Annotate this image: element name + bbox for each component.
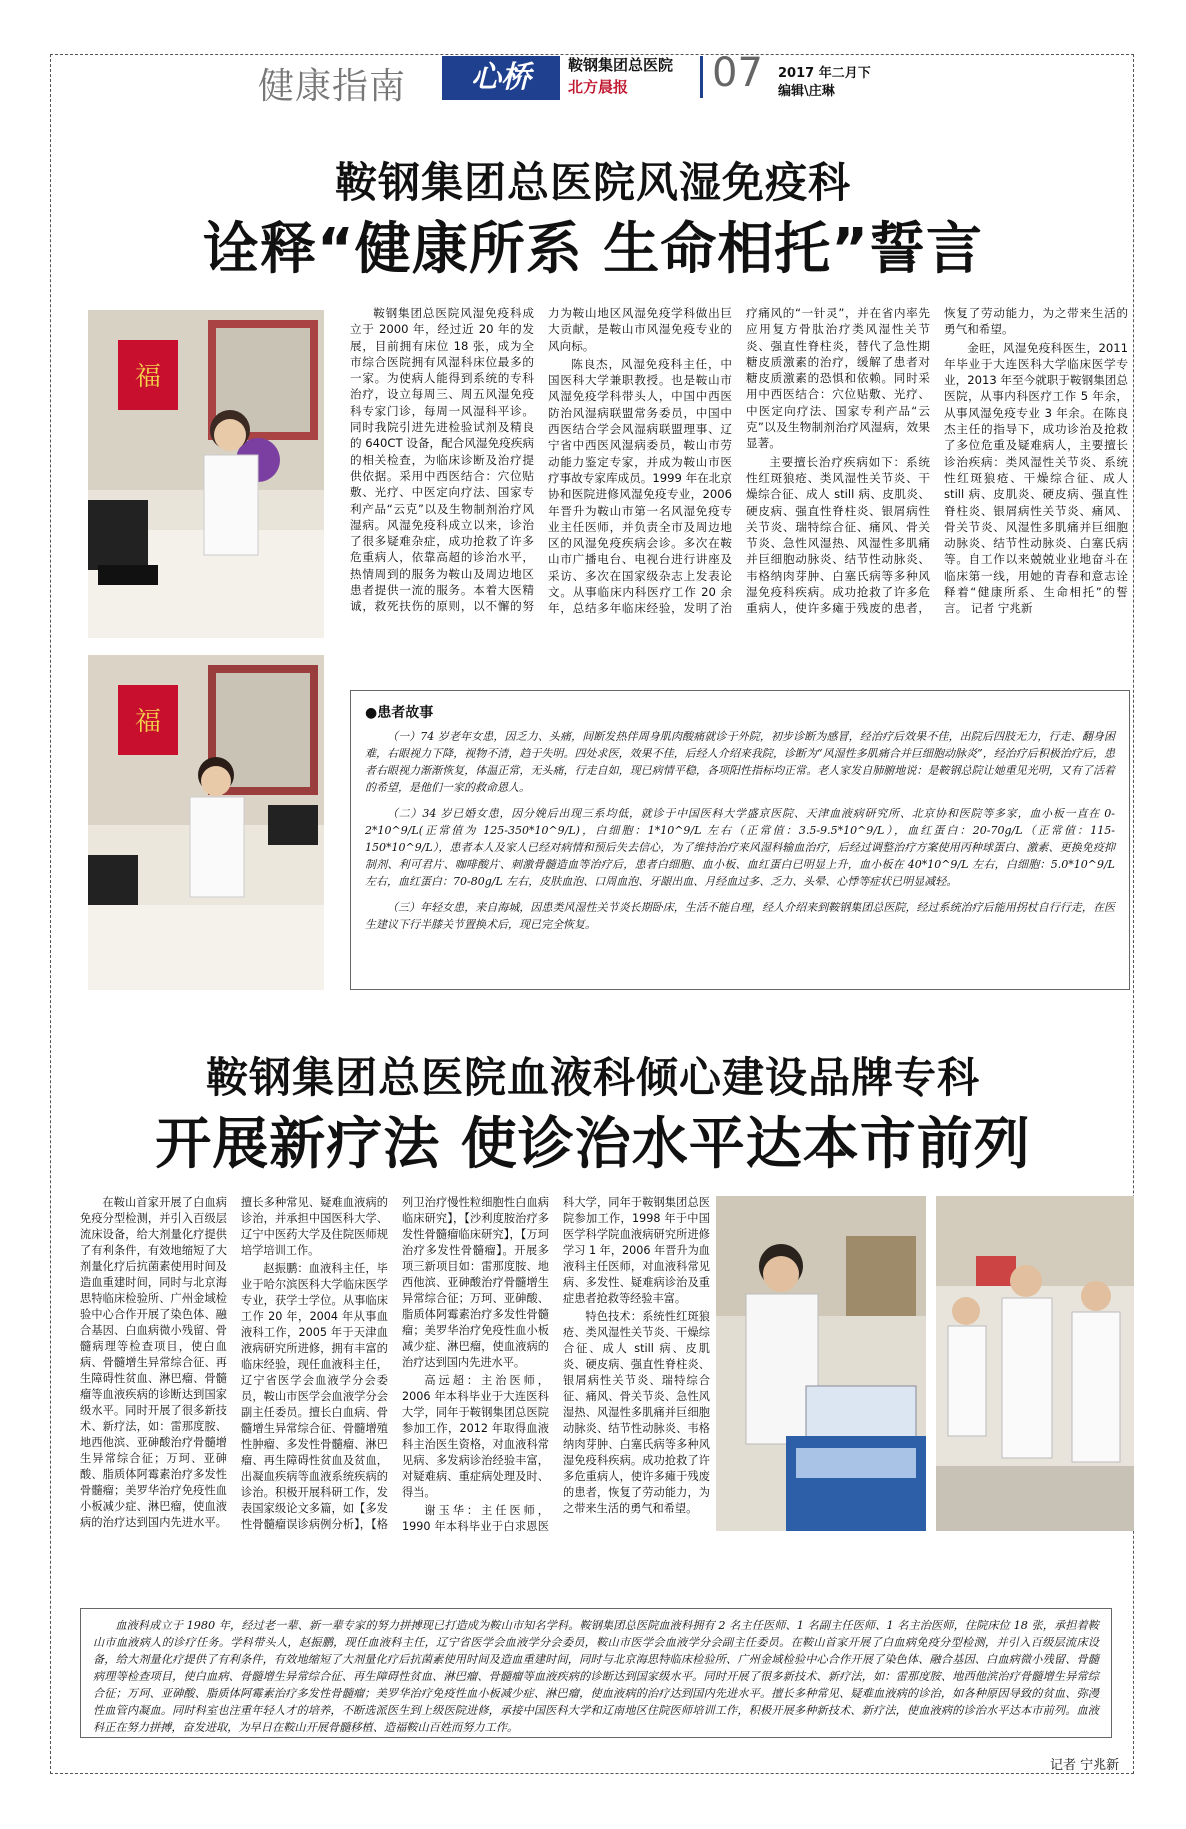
hospital-name: 鞍钢集团总医院	[568, 56, 674, 74]
reporter-credit: 记者 宁兆新	[1050, 1758, 1120, 1773]
header-divider	[700, 56, 703, 98]
svg-text:福: 福	[134, 707, 162, 737]
svg-text:福: 福	[134, 362, 162, 392]
page-number: 07	[712, 50, 763, 96]
article1-headline-1: 鞍钢集团总医院风湿免疫科	[334, 158, 851, 207]
photo-hematology-team	[936, 1196, 1134, 1531]
hematology-summary-text: 血液科成立于 1980 年，经过老一辈、新一辈专家的努力拼搏现已打造成为鞍山市知名学科。鞍钢集团总医院血液科拥有 2 名主任医师、1 名副主任医师、1 名主治医师，住院床位 18 张，承担着鞍山市血液病人的诊疗任务。学科带头人，赵振鹏，现任血液科主任，辽宁省医学会血液学分会委员，鞍山市医学会血液学分会副主任委员。在鞍山首家开展了白血病免疫分型检测，并引入百级层流床设备，给大剂量化疗提供了有利条件，有效地缩短了大剂量化疗后抗菌素使用时间及造血重建时间，同时与北京海思特临床检验所、广州金域检验中心合作开展了染色体、融合基因、白血病微小残留、骨髓病理等检查项目，使白血病、骨髓增生异常综合征、再生障碍性贫血、淋巴瘤、骨髓瘤等血液疾病的诊断达到国家级水平。同时开展了很多新技术、新疗法，如：雷那度胺、地西他滨治疗骨髓增生异常综合征；万珂、亚砷酸、脂质体阿霉素治疗多发性骨髓瘤；美罗华治疗免疫性血小板减少症、淋巴瘤，使血液病的治疗达到国内先进水平。擅长多种常见、疑难血液病的诊治，如各种原因导致的贫血、弥漫性血管内凝血。同时科室也注重年轻人才的培养，不断选派医生到上级医院进修，承接中国医科大学和辽南地区住院医师培训工作，积极开展多种新技术、新疗法，使血液病的诊治水平达本市前列。血液科正在努力拼搏，奋发进取，为早日在鞍山开展骨髓移植、造福鞍山百姓而努力工作。	[93, 1619, 1099, 1734]
patient-story-box	[350, 690, 1130, 990]
article1-body	[350, 305, 1128, 680]
patient-story-item: （二）34 岁已婚女患，因分娩后出现三系均低，就诊于中国医科大学盛京医院、天津血液病研究所、北京协和医院等多家，血小板一直在 0-2*10^9/L(正常值为 125-350*10^9/L)，白细胞：1*10^9/L 左右（正常值：3.5-9.5*10^9/L），血红蛋白：20-70g/L（正常值：115-150*10^9/L），患者本人及家人已经对病情和预后失去信心，为了维持治疗来风湿科输血治疗，后经过调整治疗方案使用丙种球蛋白、激素、更换免疫抑制剂、利可君片、咖啡酸片、刺激骨髓造血等治疗后，患者白细胞、血小板、血红蛋白已明显上升，血小板在 40*10^9/L 左右，白细胞：5.0*10^9/L 左右，血红蛋白：70-80g/L 左右，皮肤血泡、口周血泡、牙龈出血、月经血过多、乏力、头晕、心悸等症状已明显减轻。	[365, 807, 1115, 888]
section-title: 健康指南	[258, 66, 407, 107]
issue-date: 2017 年二月下	[778, 66, 871, 81]
article1-paragraph: 鞍钢集团总医院风湿免疫科成立于 2000 年，经过近 20 年的发展，目前拥有床位 18 张，成为全市综合医院拥有风湿科床位最多的一家。为使病人能得到系统的专科治疗，设立每周三、周五风湿免疫科专家门诊，每周一风湿科平诊。同时我院引进先进检验试剂及精良的 640CT 设备，配合风湿免疫疾病的相关检查，为临床诊断及治疗提供依据。采用中西医结合：穴位贴敷、光疗、中医定向疗法、国家专利产品“云克”以及生物制剂治疗风湿病。风湿免疫科成立以来，诊治了很多疑难杂症，成功抢救了许多危重病人，依靠高超的诊治水平，热情周到的服务为鞍山及周边地区患者提供一流的服务。本着大医精诚，救死扶伤的原则，以不懈的努力为鞍山地区风湿免疫学科做出巨大贡献，是鞍山市风湿免疫专业的风向标。	[350, 306, 732, 614]
article2-paragraph: 在鞍山首家开展了白血病免疫分型检测，并引入百级层流床设备，给大剂量化疗提供了有利条件，有效地缩短了大剂量化疗后抗菌素使用时间及造血重建时间，同时与北京海思特临床检验所、广州金域检验中心合作开展了染色体、融合基因、白血病微小残留、骨髓病理等检查项目，使白血病、骨髓增生异常综合征、再生障碍性贫血、淋巴瘤、骨髓瘤等血液疾病的诊断达到国家级水平。同时开展了很多新技术、新疗法，如：雷那度胺、地西他滨、亚砷酸治疗骨髓增生异常综合征；万珂、亚砷酸、脂质体阿霉素治疗多发性骨髓瘤；美罗华治疗免疫性血小板减少症、淋巴瘤，使血液病的治疗达到国内先进水平。擅长多种常见、疑难血液病的诊治，并承担中国医科大学、辽宁中医药大学及住院医师规培学培训工作。	[80, 1196, 388, 1529]
article1-paragraph: 金旺，风湿免疫科医生，2011 年毕业于大连医科大学临床医学专业，2013 年至今就职于鞍钢集团总医院，从事内科医疗工作 5 年余，从事风湿免疫专业 3 年余。在陈良杰主任的指导下，成功诊治及抢救了多位危重及疑难病人，主要擅长诊治疾病：类风湿性关节炎、系统性红斑狼疮、干燥综合征、成人 still 病、皮肌炎、硬皮病、强直性脊柱炎、银屑病性关节炎、痛风、骨关节炎、风湿性多肌痛并巨细胞动脉炎、结节性动脉炎、白塞氏病等。自工作以来兢兢业业地奋斗在临床第一线，用她的青春和意志诠释着“健康所系、生命相托”的誓言。 记者 宁兆新	[944, 340, 1128, 616]
hematology-summary-box	[80, 1608, 1112, 1738]
article2-headline-1: 鞍钢集团总医院血液科倾心建设品牌专科	[205, 1053, 980, 1102]
patient-story-title: ●患者故事	[365, 705, 434, 721]
paper-name: 北方晨报	[568, 78, 629, 96]
editor-credit: 编辑\庄琳	[778, 84, 835, 99]
article2-paragraph: 谢玉华：主任医师，1990 年本科毕业于白求恩医科大学，同年于鞍钢集团总医院参加工作，1998 年于中国医学科学院血液病研究所进修学习 1 年，2006 年晋升为血液科主任医师，对血液科常见病、多发性、疑难病诊治及重症患者抢救等经验丰富。	[402, 1196, 710, 1533]
article2-paragraph: 特色技术：系统性红斑狼疮、类风湿性关节炎、干燥综合征、成人 still 病、皮肌炎、硬皮病、强直性脊柱炎、银屑病性关节炎、瑞特综合征、痛风、骨关节炎、急性风湿热、风湿性多肌痛并巨细胞动脉炎、结节性动脉炎、韦格纳肉芽肿、白塞氏病等多种风湿免疫科疾病。成功抢救了许多危重病人，使许多瘫于残废的患者，恢复了劳动能力，为之带来生活的勇气和希望。	[563, 1310, 710, 1515]
article2-body	[80, 1195, 710, 1575]
article2-headline-2: 开展新疗法 使诊治水平达本市前列	[155, 1112, 1031, 1177]
photo-rheumatology-doctor-1	[88, 310, 324, 638]
article1-paragraph: 陈良杰，风湿免疫科主任，中国医科大学兼职教授。也是鞍山市风湿免疫学科带头人，中国中西医防治风湿病联盟常务委员，中国中西医结合学会风湿病联盟理事、辽宁省中西医风湿病委员，鞍山市劳动能力鉴定专家，并成为鞍山市医疗事故专家库成员。1999 年在北京协和医院进修风湿免疫专业，2006 年晋升为鞍山市第一名风湿免疫专业主任医师，并负责全市及周边地区的风湿免疫疾病会诊。多次在鞍山市广播电台、电视台进行讲座及采访、多次在国家级杂志上发表论文。从事临床内科医疗工作 20 余年，总结多年临床经验，发明了治疗痛风的“一针灵”，并在省内率先应用复方骨肽治疗类风湿性关节炎、强直性脊柱炎，替代了急性期糖皮质激素的治疗，缓解了患者对糖皮质激素的恐惧和依赖。同时采用中西医结合：穴位贴敷、光疗、中医定向疗法、国家专利产品“云克”以及生物制剂治疗风湿病，效果显著。	[548, 306, 930, 616]
patient-story-item: （三）年轻女患，来自海城，因患类风湿性关节炎长期卧床，生活不能自理，经人介绍来到鞍钢集团总医院，经过系统治疗后能用拐杖自行行走，在医生建议下行半膝关节置换术后，现已完全恢复。	[365, 901, 1115, 931]
article1-paragraph: 主要擅长治疗疾病如下：系统性红斑狼疮、类风湿性关节炎、干燥综合征、成人 still 病、皮肌炎、硬皮病、强直性脊柱炎、银屑病性关节炎、瑞特综合征、痛风、骨关节炎、急性风湿热、风湿性多肌痛并巨细胞动脉炎、结节性动脉炎、韦格纳肉芽肿、白塞氏病等多种风湿免疫科疾病。成功抢救了许多危重病人，使许多瘫于残废的患者，恢复了劳动能力，为之带来生活的勇气和希望。	[746, 306, 1128, 616]
article2-paragraph: 高远超：主治医师，2006 年本科毕业于大连医科大学，同年于鞍钢集团总医院参加工作，2012 年取得血液科主治医生资格，对血液科常见病、多发病诊治经验丰富，对疑难病、重症病处理及时、得当。	[402, 1374, 549, 1499]
article2-paragraph: 赵振鹏：血液科主任，毕业于哈尔滨医科大学临床医学专业，获学士学位。从事临床工作 20 年，2004 年从事血液科工作，2005 年于天津血液病研究所进修，拥有丰富的临床经验，现任血液科主任，辽宁省医学会血液学分会委员，鞍山市医学会血液学分会副主任委员。擅长白血病、骨髓增生异常综合征、骨髓增殖性肿瘤、多发性骨髓瘤、淋巴瘤、再生障碍性贫血及贫血，出凝血疾病等血液系统疾病的诊治。积极开展科研工作，发表国家级论文多篇，如【多发性骨髓瘤误诊病例分析】，【格列卫治疗慢性粒细胞性白血病临床研究】，【沙利度胺治疗多发性骨髓瘤临床研究】，【万珂治疗多发性骨髓瘤】。开展多项三新项目如：雷那度胺、地西他滨、亚砷酸治疗骨髓增生异常综合征；万珂、亚砷酸、脂质体阿霉素治疗多发性骨髓瘤；美罗华治疗免疫性血小板减少症、淋巴瘤，使血液病的治疗达到国内先进水平。	[241, 1196, 549, 1531]
article1-headline-2: 诠释“健康所系 生命相托”誓言	[202, 217, 984, 282]
logo-badge: 心桥	[442, 56, 560, 100]
patient-story-item: （一）74 岁老年女患，因乏力、头痛，间断发热伴周身肌肉酸痛就诊于外院，初步诊断为感冒，经治疗后效果不佳，出院后四肢无力，行走、翻身困难，右眼视力下降，视物不清，趋于失明。四处求医，效果不佳，后经人介绍来我院，诊断为“风湿性多肌痛合并巨细胞动脉炎”，经治疗后积极治疗后，患者右眼视力渐渐恢复，体温正常，无头痛，行走自如，现已病情平稳，各项阳性指标均正常。老人家发自肺腑地说：是鞍钢总院让她重见光明，又有了活着的希望，是他们一家的救命恩人。	[365, 730, 1115, 794]
photo-hematology-doctor	[716, 1196, 926, 1531]
photo-rheumatology-doctor-2	[88, 655, 324, 990]
